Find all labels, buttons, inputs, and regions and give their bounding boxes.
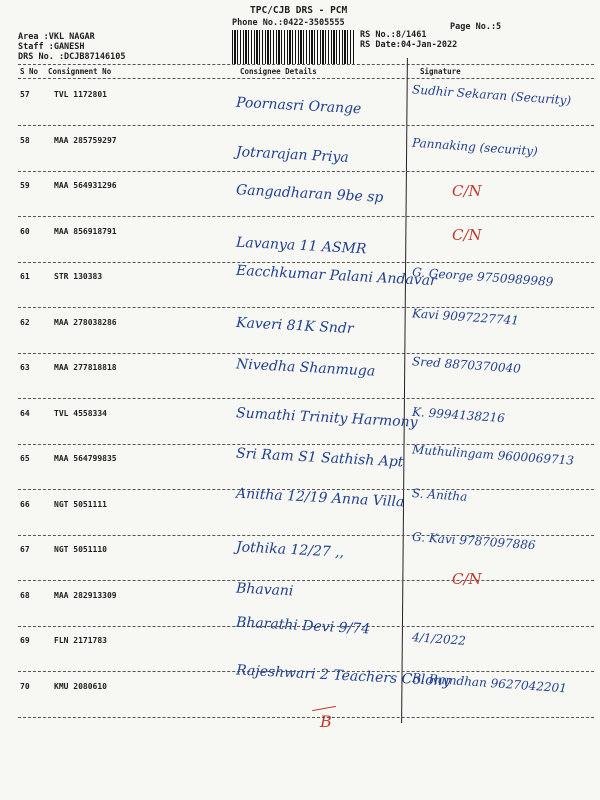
consignee-details-handwriting: Bhavani: [235, 580, 294, 600]
consignee-details-handwriting: Bharathi Devi 9/74: [235, 614, 371, 638]
cn-red-mark: C/N: [452, 226, 482, 244]
row-serial-number: 59: [20, 181, 30, 190]
barcode: [232, 30, 354, 64]
consignee-details-handwriting: Sumathi Trinity Harmony: [235, 405, 418, 431]
column-header-sno: S No: [20, 67, 39, 76]
row-serial-number: 65: [20, 454, 30, 463]
drs-number: DRS No. :DCJB87146105: [18, 52, 126, 62]
row-serial-number: 64: [20, 408, 30, 418]
area-label: Area :VKL NAGAR: [18, 32, 95, 42]
signature-handwriting: G. Kavi 9787097886: [411, 529, 537, 553]
cn-red-mark: C/N: [452, 570, 482, 588]
row-consignment-number: KMU 2080610: [54, 681, 107, 691]
consignee-details-handwriting: Gangadharan 9be sp: [235, 182, 384, 206]
row-serial-number: 62: [20, 317, 30, 327]
signature-handwriting: G. George 9750989989: [411, 265, 554, 289]
signature-handwriting: Sudhir Sekaran (Security): [411, 82, 572, 108]
row-consignment-number: MAA 282913309: [54, 590, 117, 600]
consignee-details-handwriting: Anitha 12/19 Anna Villa: [235, 485, 405, 511]
row-consignment-number: NGT 5051110: [54, 545, 107, 554]
document-title: TPC/CJB DRS - PCM: [250, 5, 348, 16]
row-serial-number: 63: [20, 363, 30, 372]
row-consignment-number: MAA 564931296: [54, 181, 117, 190]
row-divider: [18, 717, 594, 718]
row-divider: [18, 171, 594, 172]
header-divider: [18, 64, 594, 65]
row-divider: [18, 580, 594, 581]
row-consignment-number: MAA 564799835: [54, 454, 117, 463]
consignee-details-handwriting: Nivedha Shanmuga: [235, 356, 376, 380]
consignee-details-handwriting: Lavanya 11 ASMR: [235, 234, 367, 258]
row-divider: [18, 444, 594, 445]
row-divider: [18, 125, 594, 126]
signature-handwriting: Kavi 9097227741: [411, 306, 520, 328]
row-consignment-number: MAA 856918791: [54, 226, 117, 236]
consignee-details-handwriting: Poornasri Orange: [235, 94, 362, 118]
header-divider: [18, 78, 594, 79]
rs-number: RS No.:8/1461: [360, 30, 427, 40]
row-consignment-number: STR 130383: [54, 272, 103, 281]
row-serial-number: 61: [20, 272, 30, 281]
consignee-details-handwriting: Eacchkumar Palani Andavar: [235, 262, 438, 290]
signature-handwriting: Pannaking (security): [411, 135, 539, 159]
consignee-details-handwriting: Sri Ram S1 Sathish Apt: [235, 445, 404, 471]
row-serial-number: 60: [20, 226, 30, 236]
staff-label: Staff :GANESH: [18, 42, 85, 52]
row-serial-number: 68: [20, 590, 30, 600]
consignee-details-handwriting: Rajeshwari 2 Teachers Colony: [235, 662, 451, 690]
row-consignment-number: MAA 285759297: [54, 135, 117, 145]
signature-handwriting: K. 9994138216: [411, 404, 506, 426]
column-header-signature: Signature: [420, 67, 461, 76]
page-number: Page No.:5: [450, 22, 502, 32]
footer-mark: B: [320, 712, 332, 731]
signature-handwriting: R. Ramdhan 9627042201: [411, 670, 568, 696]
row-consignment-number: NGT 5051111: [54, 499, 107, 509]
signature-handwriting: S. Anitha: [411, 486, 468, 504]
row-serial-number: 57: [20, 90, 30, 99]
row-divider: [18, 353, 594, 354]
row-serial-number: 70: [20, 681, 30, 691]
row-divider: [18, 307, 594, 308]
row-consignment-number: MAA 278038286: [54, 317, 117, 327]
signature-handwriting: Muthulingam 9600069713: [411, 442, 575, 468]
row-divider: [18, 398, 594, 399]
row-divider: [18, 262, 594, 263]
cn-red-mark: C/N: [452, 182, 482, 200]
row-serial-number: 58: [20, 135, 30, 145]
signature-handwriting: 4/1/2022: [411, 630, 467, 648]
column-header-details: Consignee Details: [240, 67, 317, 76]
consignee-details-handwriting: Kaveri 81K Sndr: [235, 314, 354, 338]
row-serial-number: 69: [20, 636, 30, 645]
row-divider: [18, 216, 594, 217]
row-serial-number: 66: [20, 499, 30, 509]
consignee-details-handwriting: Jothika 12/27 ,,: [235, 539, 345, 561]
phone-number: Phone No.:0422-3505555: [232, 18, 345, 28]
column-header-consignment: Consignment No: [48, 67, 112, 76]
row-consignment-number: FLN 2171783: [54, 636, 107, 645]
rs-date: RS Date:04-Jan-2022: [360, 40, 458, 50]
signature-handwriting: Sred 8870370040: [411, 354, 522, 376]
row-consignment-number: TVL 4558334: [54, 408, 107, 418]
row-consignment-number: TVL 1172801: [54, 90, 107, 99]
consignee-details-handwriting: Jotrarajan Priya: [235, 144, 350, 166]
row-consignment-number: MAA 277818818: [54, 363, 117, 372]
row-serial-number: 67: [20, 545, 30, 554]
